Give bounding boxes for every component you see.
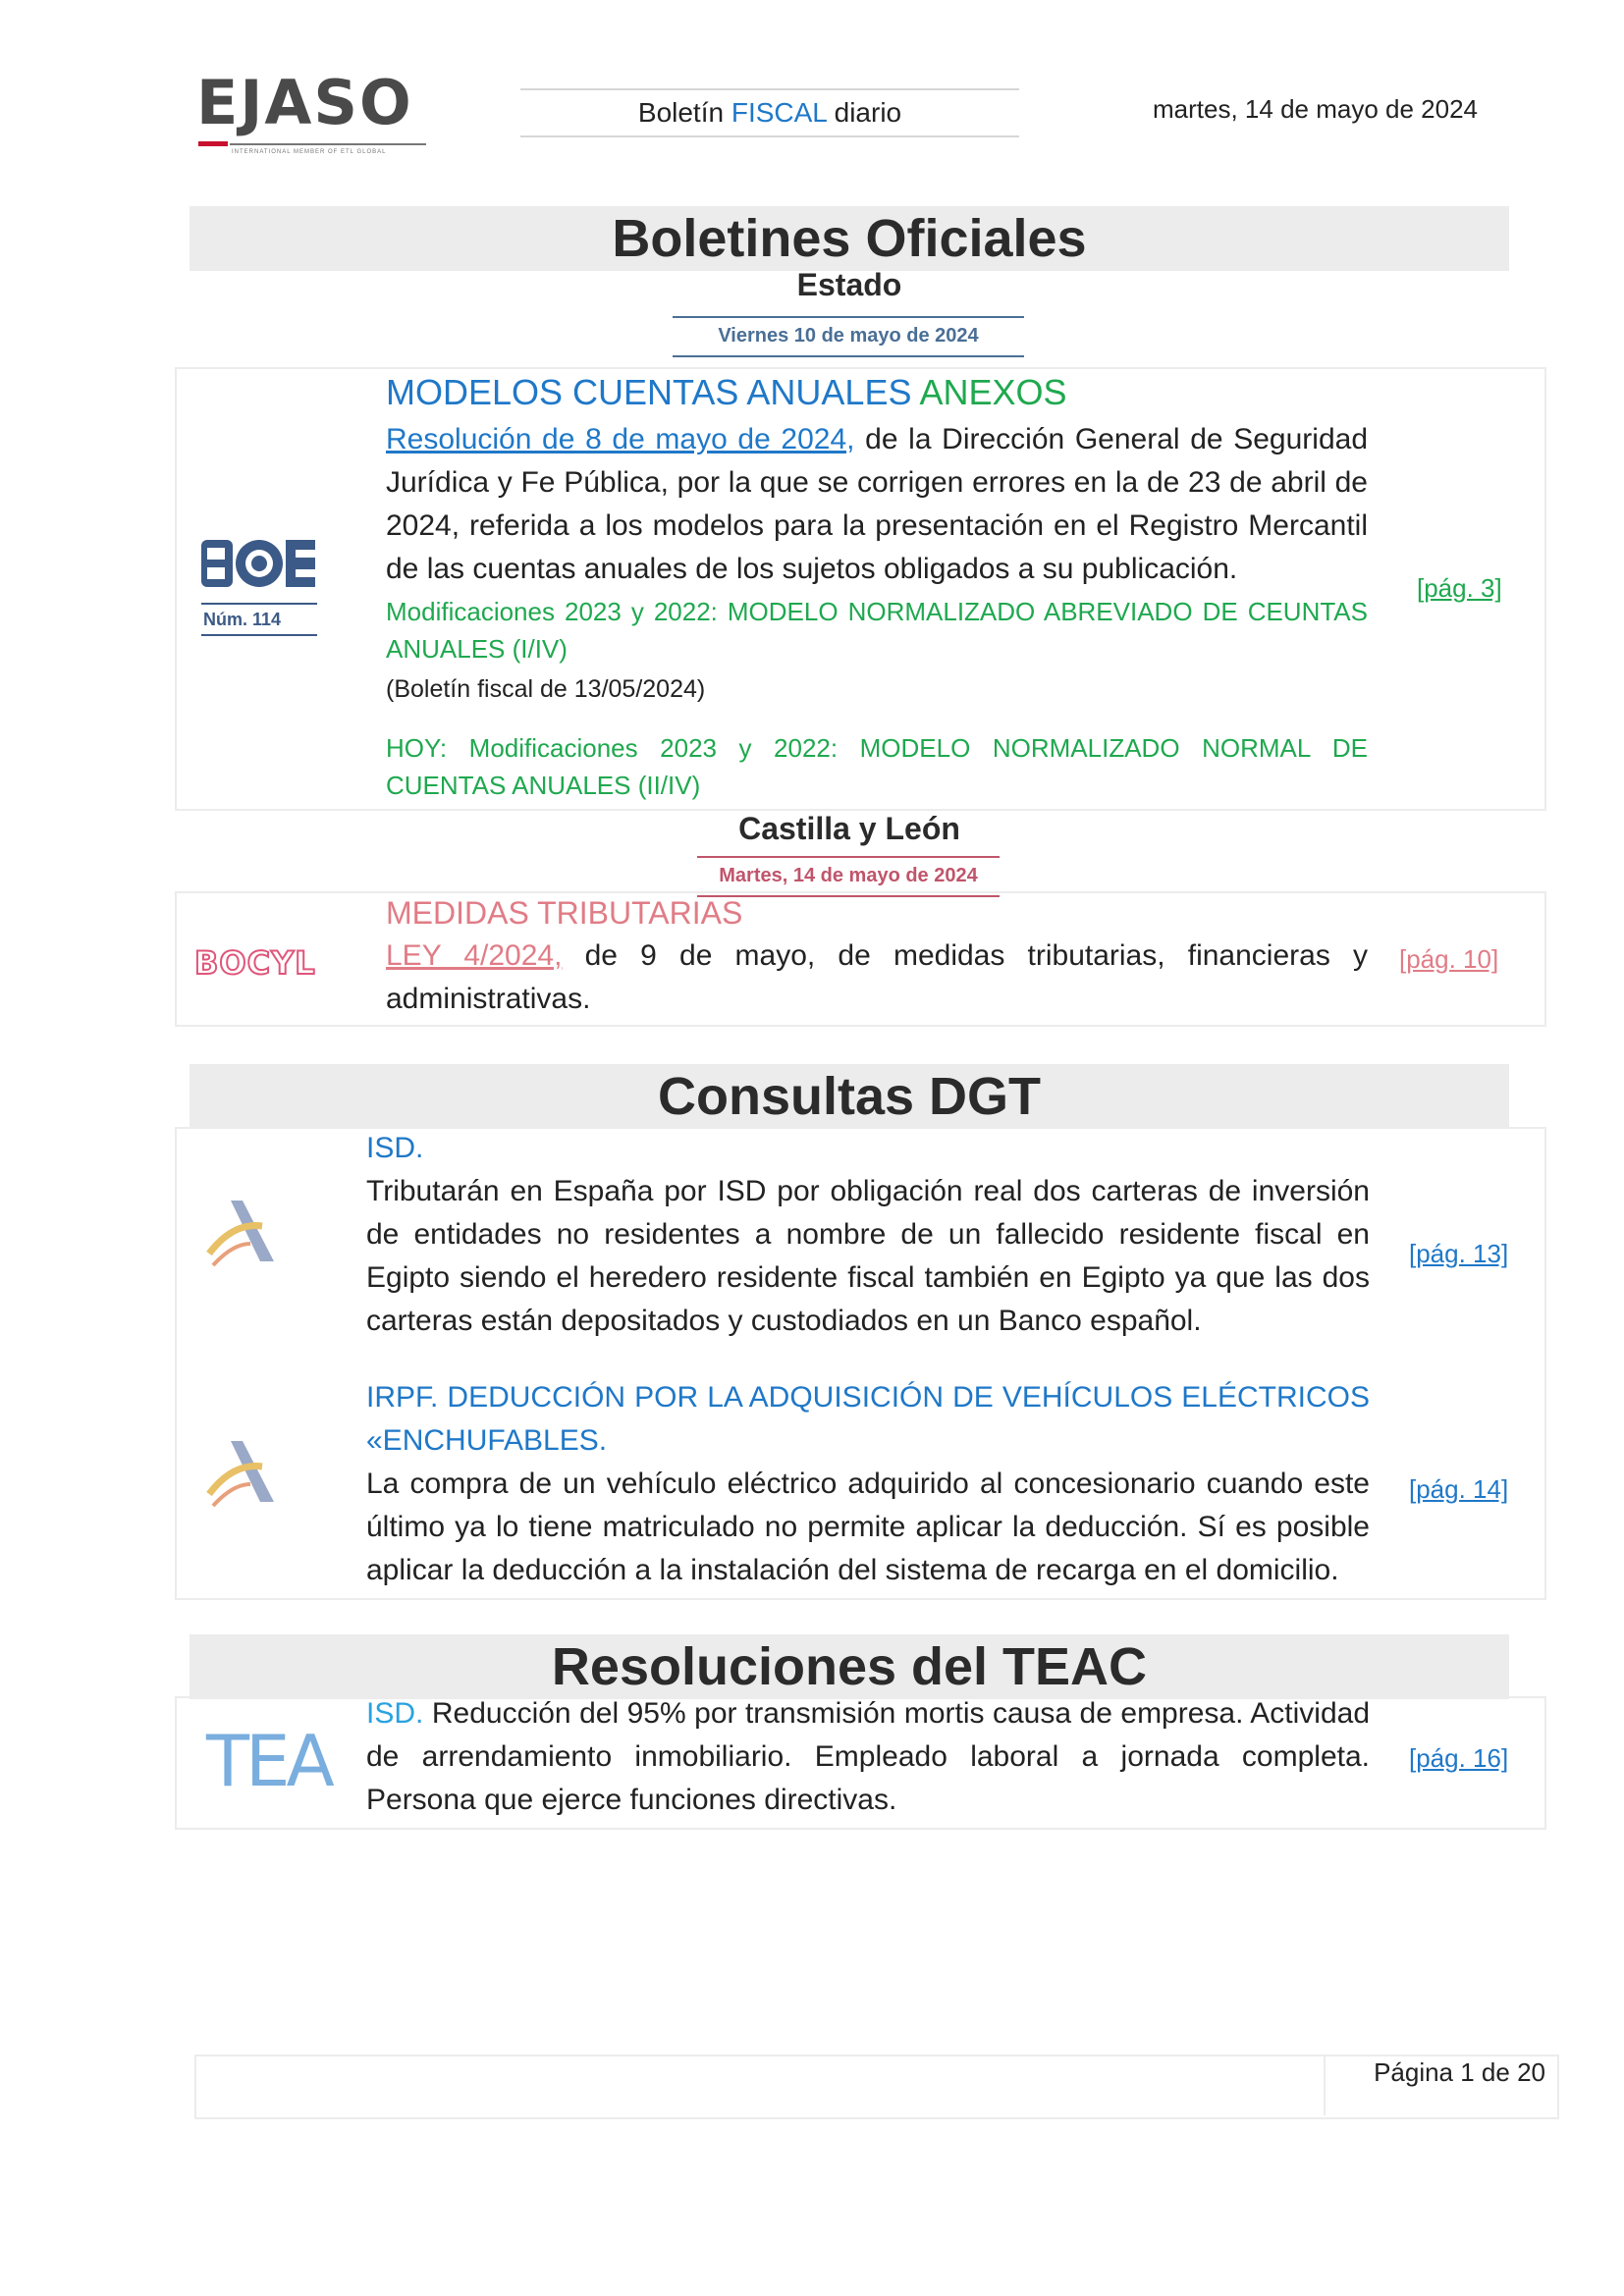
teac-page-link[interactable]: [pág. 16] — [1409, 1743, 1509, 1773]
estado-mod-previous: Modificaciones 2023 y 2022: MODELO NORMALIZADO ABREVIADO DE CEUNTAS ANUALES (I/IV) — [386, 597, 1368, 664]
estado-date: Viernes 10 de mayo de 2024 — [673, 316, 1024, 357]
estado-resolution-link[interactable]: Resolución de 8 de mayo de 2024, — [386, 423, 855, 455]
cyl-law-link[interactable]: LEY 4/2024, — [386, 939, 563, 972]
aeat-icon — [203, 1433, 282, 1512]
estado-body-text: de la Dirección General de Seguridad Jurídica y Fe Pública, por la que se corrigen errores en la de 23 de abril de 2024, referida a los modelos para la presentación en el Registro Mercantil de las cuentas anuales de los sujetos obligados a su publicación. — [386, 423, 1369, 585]
ejaso-logo — [196, 67, 432, 155]
bulletin-suffix: diario — [826, 97, 902, 128]
footer-divider — [1324, 2055, 1326, 2115]
teac-item-body — [366, 1692, 1370, 1822]
estado-page-link[interactable]: [pág. 3] — [1417, 573, 1502, 603]
consulta-1-body: Tributarán en España por ISD por obligación real dos carteras de inversión de entidades no residentes a nombre de un fallecido residente fiscal en Egipto siendo el heredero residente fiscal también en Egipto ya que las dos carteras están depositados y custodiados en un Banco español. — [366, 1175, 1370, 1337]
bulletin-prefix: Boletín — [637, 97, 731, 128]
aeat-logo-2 — [203, 1433, 282, 1512]
cyl-item-title: MEDIDAS TRIBUTARIAS — [386, 895, 743, 931]
section-consultas-title: Consultas DGT — [189, 1064, 1509, 1129]
bulletin-highlight: FISCAL — [731, 97, 827, 128]
bocyl-logo: BOCYL — [194, 944, 316, 982]
estado-item-body — [386, 418, 1368, 591]
section-teac-title: Resoluciones del TEAC — [189, 1634, 1509, 1699]
cyl-date: Martes, 14 de mayo de 2024 — [697, 856, 1000, 897]
boe-icon — [201, 538, 317, 589]
header-date: martes, 14 de mayo de 2024 — [1153, 94, 1478, 124]
aeat-logo — [203, 1193, 282, 1271]
cyl-heading: Castilla y León — [738, 811, 960, 846]
estado-item-title — [386, 371, 1368, 414]
estado-mod-previous-ref: (Boletín fiscal de 13/05/2024) — [386, 675, 706, 703]
cyl-body-text: de 9 de mayo, de medidas tributarias, financieras y administrativas. — [386, 939, 1369, 1015]
estado-item-title-blue: MODELOS CUENTAS ANUALES — [386, 372, 920, 412]
estado-item-title-green: ANEXOS — [919, 372, 1067, 412]
estado-mod-today: HOY: Modificaciones 2023 y 2022: MODELO NORMALIZADO NORMAL DE CUENTAS ANUALES (II/IV) — [386, 733, 1368, 800]
teac-body-text: Reducción del 95% por transmisión mortis causa de empresa. Actividad de arrendamiento inmobiliario. Empleado laboral a jornada completa. Persona que ejerce funciones directivas. — [366, 1697, 1370, 1816]
page-number: Página 1 de 20 — [1374, 2057, 1545, 2087]
tea-logo: TEA — [206, 1720, 331, 1802]
bulletin-title — [520, 88, 1019, 137]
consulta-1-title: ISD. — [366, 1132, 424, 1164]
logo-red-bar — [198, 141, 228, 146]
consulta-1-page-link[interactable]: [pág. 13] — [1409, 1239, 1509, 1268]
boe-number: Núm. 114 — [201, 603, 317, 636]
cyl-item-body — [386, 934, 1368, 1021]
consulta-2-title: IRPF. DEDUCCIÓN POR LA ADQUISICIÓN DE VEHÍCULOS ELÉCTRICOS «ENCHUFABLES. — [366, 1381, 1370, 1457]
section-boletines-title: Boletines Oficiales — [189, 206, 1509, 271]
estado-heading: Estado — [796, 267, 902, 302]
logo-text: EJASO — [196, 67, 413, 138]
boe-logo — [201, 538, 317, 589]
cyl-page-link[interactable]: [pág. 10] — [1399, 944, 1499, 974]
aeat-icon — [203, 1193, 282, 1271]
consulta-2-page-link[interactable]: [pág. 14] — [1409, 1474, 1509, 1504]
logo-grey-bar — [230, 143, 426, 145]
logo-subtext: INTERNATIONAL MEMBER OF ETL GLOBAL — [232, 149, 387, 155]
teac-item-title: ISD. — [366, 1697, 424, 1730]
consulta-2-body: La compra de un vehículo eléctrico adquirido al concesionario cuando este último ya lo tiene matriculado no permite aplicar la deducción. Sí es posible aplicar la deducción a la instalación del sistema de recarga en el domicilio. — [366, 1468, 1370, 1586]
